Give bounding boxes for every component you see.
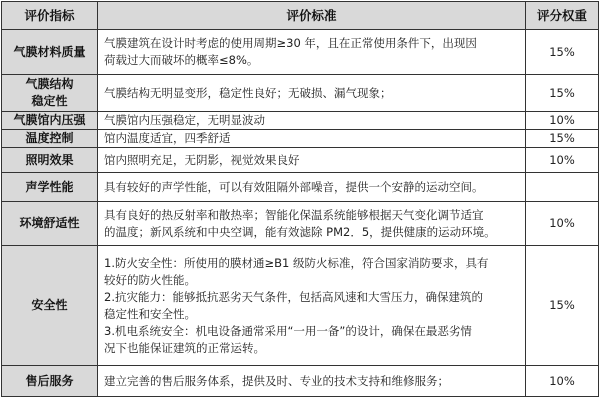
criteria-text: 荷载过大而破坏的概率≤8%。 — [104, 53, 259, 67]
table-row — [2, 173, 599, 202]
criteria-text: 较好的防火性能。 — [104, 272, 196, 287]
criteria-text: 1.防火安全性：所使用的膜材通≥B1 级防火标准，符合国家消防要求，具有 — [104, 255, 489, 270]
table-row — [2, 30, 599, 75]
criteria-text: 建立完善的售后服务体系，提供及时、专业的技术支持和维修服务； — [104, 373, 449, 388]
criteria-text: 具有较好的声学性能，可以有效阻隔外部噪音，提供一个安静的运动空间。 — [104, 179, 484, 194]
weight-cell: 15% — [526, 246, 599, 366]
criteria-cell — [98, 148, 526, 173]
indicator-text: 声学性能 — [25, 179, 74, 194]
indicator-cell — [2, 130, 98, 148]
weight-cell: 10% — [526, 112, 599, 130]
criteria-text: 馆内温度适宜，四季舒适 — [104, 131, 231, 145]
criteria-text: 的温度；新风系统和中央空调，能有效滤除 PM2．5，提供健康的运动环境。 — [104, 224, 496, 239]
indicator-text: 安全性 — [31, 298, 68, 312]
indicator-cell — [2, 173, 98, 202]
indicator-text: 稳定性 — [31, 94, 68, 108]
criteria-cell — [98, 366, 526, 397]
table-header-row — [2, 2, 599, 30]
weight-cell: 15% — [526, 75, 599, 112]
table-row — [2, 246, 599, 366]
criteria-cell — [98, 75, 526, 112]
indicator-text: 气膜结构 — [25, 77, 74, 91]
criteria-cell — [98, 30, 526, 75]
table-row — [2, 130, 599, 148]
indicator-cell — [2, 366, 98, 397]
table-row — [2, 148, 599, 173]
header-indicator: 评价指标 — [2, 2, 98, 30]
indicator-cell — [2, 246, 98, 366]
table-row — [2, 366, 599, 397]
header-weight: 评分权重 — [526, 2, 599, 30]
weight-cell: 15% — [526, 130, 599, 148]
indicator-cell — [2, 148, 98, 173]
evaluation-table-sheet — [1, 1, 598, 405]
criteria-cell — [98, 173, 526, 202]
indicator-text: 环境舒适性 — [19, 216, 80, 230]
criteria-text: 具有良好的热反射率和散热率；智能化保温系统能够根据天气变化调节适宜 — [104, 207, 484, 222]
indicator-cell — [2, 30, 98, 75]
criteria-text: 2.抗灾能力：能够抵抗恶劣天气条件，包括高风速和大雪压力，确保建筑的 — [104, 289, 483, 304]
criteria-text: 稳定性和安全性。 — [104, 306, 196, 321]
weight-cell: 10% — [526, 148, 599, 173]
indicator-cell — [2, 202, 98, 246]
indicator-text: 照明效果 — [25, 152, 74, 167]
header-criteria: 评价标准 — [98, 2, 526, 30]
criteria-text: 气膜结构无明显变形，稳定性良好；无破损、漏气现象； — [104, 85, 392, 100]
weight-cell: 15% — [526, 30, 599, 75]
criteria-text: 气膜馆内压强稳定，无明显波动 — [104, 113, 265, 127]
criteria-text: 况下也能保证建筑的正常运转。 — [104, 340, 265, 355]
criteria-text: 馆内照明充足，无阴影，视觉效果良好 — [104, 152, 300, 167]
table-row — [2, 202, 599, 246]
criteria-cell — [98, 112, 526, 130]
criteria-text: 3.机电系统安全：机电设备通常采用“一用一备”的设计，确保在最恶劣情 — [104, 323, 472, 338]
criteria-cell — [98, 246, 526, 366]
criteria-cell — [98, 202, 526, 246]
indicator-text: 温度控制 — [25, 131, 74, 145]
indicator-text: 售后服务 — [25, 373, 74, 388]
indicator-text: 气膜材料质量 — [13, 44, 86, 59]
table-row — [2, 112, 599, 130]
indicator-cell — [2, 112, 98, 130]
weight-cell — [526, 173, 599, 202]
criteria-cell — [98, 130, 526, 148]
indicator-cell — [2, 75, 98, 112]
criteria-text: 气膜建筑在设计时考虑的使用周期≥30 年，且在正常使用条件下，出现因 — [104, 36, 477, 50]
weight-cell: 10% — [526, 366, 599, 397]
weight-cell: 10% — [526, 202, 599, 246]
indicator-text: 气膜馆内压强 — [13, 113, 86, 127]
table-row — [2, 75, 599, 112]
evaluation-table — [1, 1, 599, 397]
